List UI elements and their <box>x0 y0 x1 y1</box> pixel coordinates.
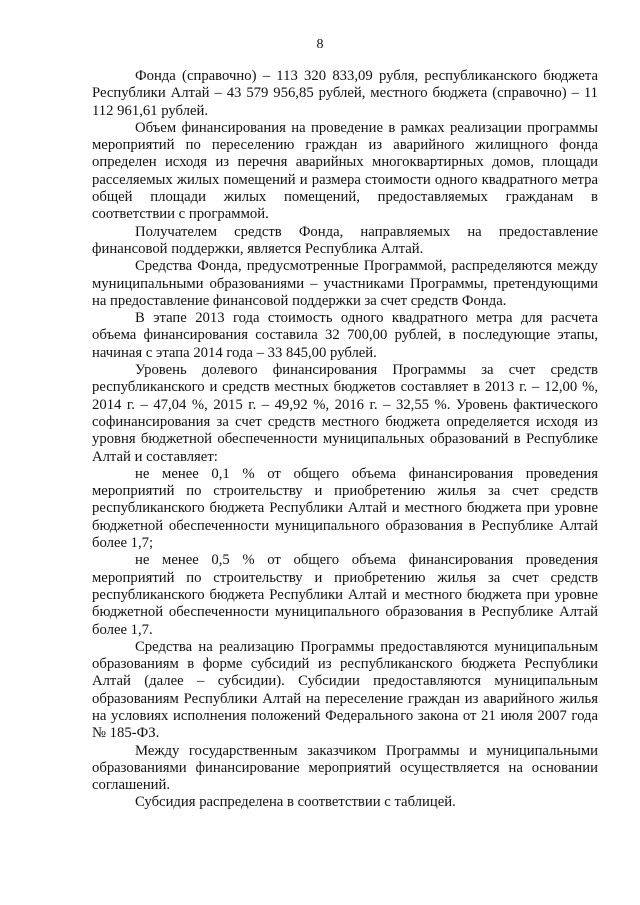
paragraph-subsidy-table-ref: Субсидия распределена в соответствии с таблицей. <box>135 794 456 811</box>
paragraph-fund-distribution: Средства Фонда, предусмотренные Программой, распределяются между муниципальными образованиями – участниками Программы, претендующими на предоставление финансовой поддержки за счет средств Фонда. <box>92 258 598 309</box>
paragraph-condition-0-5: не менее 0,5 % от общего объема финансирования проведения мероприятий по строительству и приобретению жилья за счет средств республиканского бюджета Республики Алтай и местного бюджета при уровне бюджетной обеспеченности муниципального образования в Республике Алтай более 1,7. <box>92 552 598 638</box>
document-body <box>92 68 598 812</box>
paragraph-fund-recipient: Получателем средств Фонда, направляемых на предоставление финансовой поддержки, является Республика Алтай. <box>92 223 598 257</box>
paragraph-subsidies: Средства на реализацию Программы предоставляются муниципальным образованиям в форме субсидий из республиканского бюджета Республики Алтай (далее – субсидии). Субсидии предоставляются муниципальным образованиям Республики Алтай на переселение граждан из аварийного жилья на условиях исполнения положений Федерального закона от 21 июля 2007 года № 185-ФЗ. <box>92 638 598 742</box>
page-number: 8 <box>316 37 324 52</box>
paragraph-financing-volume: Объем финансирования на проведение в рамках реализации программы мероприятий по переселению граждан из аварийного жилищного фонда определен исходя из перечня аварийных многоквартирных домов, площади расселяемых жилых помещений и размера стоимости одного квадратного метра общей площади жилых помещений, предоставляемых гражданам в соответствии с программой. <box>92 119 598 223</box>
paragraph-cofinancing-level: Уровень долевого финансирования Программы за счет средств республиканского и средств местных бюджетов составляет в 2013 г. – 12,00 %, 2014 г. – 47,04 %, 2015 г. – 49,92 %, 2016 г. – 32,55 %. Уровень фактического софинансирования за счет средств местного бюджета определяется исходя из уровня бюджетной обеспеченности муниципальных образований в Республике Алтай и составляет: <box>92 362 598 465</box>
paragraph-agreements: Между государственным заказчиком Программы и муниципальными образованиями финансирование мероприятий осуществляется на основании соглашений. <box>92 742 598 794</box>
paragraph-funding-sources: Фонда (справочно) – 113 320 833,09 рубля, республиканского бюджета Республики Алтай – 43 579 956,85 рублей, местного бюджета (справочно) – 11 112 961,61 рублей. <box>92 68 598 119</box>
paragraph-square-meter-cost: В этапе 2013 года стоимость одного квадратного метра для расчета объема финансирования составила 32 700,00 рублей, в последующие этапы, начиная с этапа 2014 года – 33 845,00 рублей. <box>92 310 598 361</box>
paragraph-condition-0-1: не менее 0,1 % от общего объема финансирования проведения мероприятий по строительству и приобретению жилья за счет средств республиканского бюджета Республики Алтай и местного бюджета при уровне бюджетной обеспеченности муниципального образования в Республике Алтай более 1,7; <box>92 465 598 552</box>
